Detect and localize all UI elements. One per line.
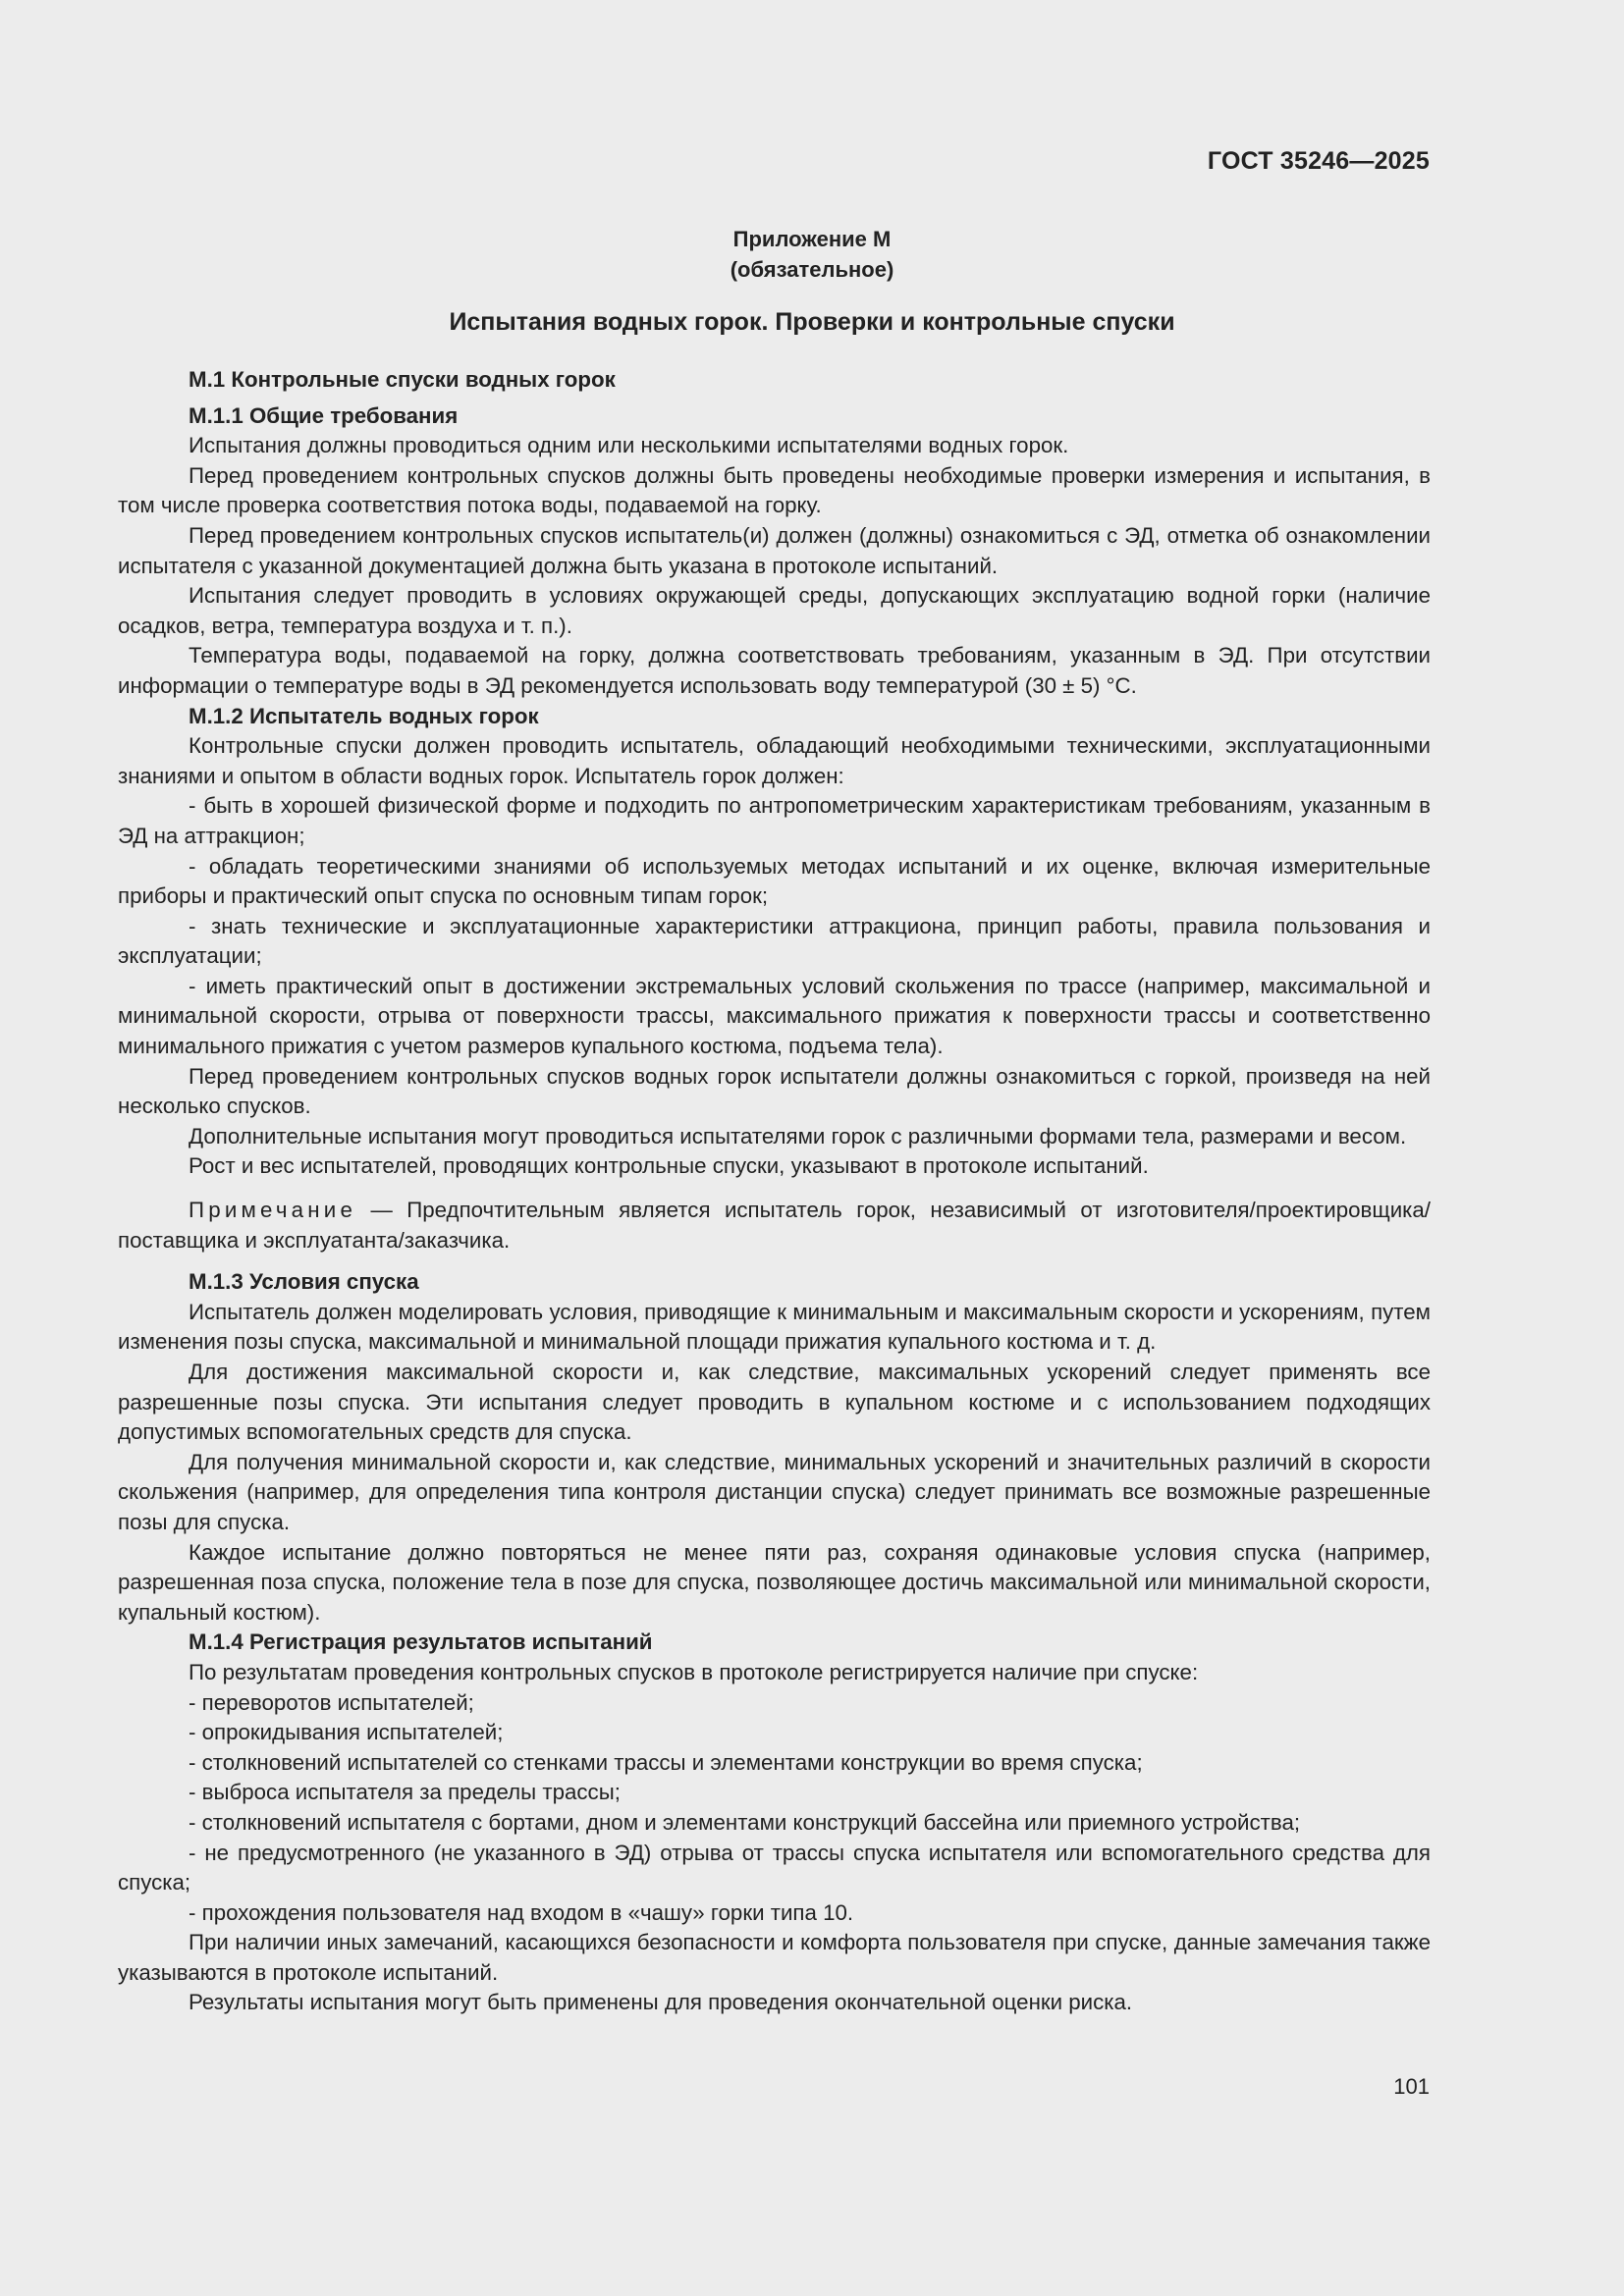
paragraph: Дополнительные испытания могут проводиться испытателями горок с различными формами тела, размерами и весом. bbox=[189, 1123, 1407, 1148]
section-heading-m1-2: М.1.2 Испытатель водных горок bbox=[189, 703, 539, 728]
section-heading-m1-1: М.1.1 Общие требования bbox=[189, 402, 459, 428]
paragraph: Для достижения максимальной скорости и, как следствие, максимальных ускорений следует применять все разрешенные позы спуска. Эти испытания следует проводить в купальном костюме и с использованием подходящих допустимых вспомогательных средств для спуска. bbox=[118, 1360, 1431, 1445]
section-heading-m1-3: М.1.3 Условия спуска bbox=[189, 1269, 419, 1295]
section-heading-m1: М.1 Контрольные спуски водных горок bbox=[189, 367, 616, 392]
list-item: - выброса испытателя за пределы трассы; bbox=[189, 1780, 621, 1805]
list-item: - опрокидывания испытателей; bbox=[189, 1720, 504, 1745]
document-body bbox=[118, 365, 1431, 2018]
list-item: - быть в хорошей физической форме и подходить по антропометрическим характеристикам требованиям, указанным в ЭД на аттракцион; bbox=[118, 793, 1431, 848]
list-item: - не предусмотренного (не указанного в ЭД) отрыва от трассы спуска испытателя или вспомогательного средства для спуска; bbox=[118, 1840, 1431, 1896]
page-number: 101 bbox=[1393, 2074, 1430, 2099]
paragraph: По результатам проведения контрольных спусков в протоколе регистрируется наличие при спуске: bbox=[189, 1659, 1199, 1684]
appendix-label: Приложение М bbox=[732, 227, 892, 251]
list-item: - прохождения пользователя над входом в «чашу» горки типа 10. bbox=[189, 1899, 854, 1925]
paragraph: Рост и вес испытателей, проводящих контрольные спуски, указывают в протоколе испытаний. bbox=[189, 1153, 1149, 1179]
paragraph: Испытания должны проводиться одним или несколькими испытателями водных горок. bbox=[189, 433, 1069, 458]
appendix-header bbox=[0, 224, 1624, 285]
paragraph: Каждое испытание должно повторяться не менее пяти раз, сохраняя одинаковые условия спуска (например, разрешенная поза спуска, положение тела в позе для спуска, позволяющее достичь максимальной или минимальной скорости, купальный костюм). bbox=[118, 1539, 1431, 1625]
list-item: - столкновений испытателей со стенками трассы и элементами конструкции во время спуска; bbox=[189, 1749, 1143, 1775]
list-item: - обладать теоретическими знаниями об используемых методах испытаний и их оценке, включая измерительные приборы и практический опыт спуска по основным типам горок; bbox=[118, 853, 1431, 909]
paragraph: Перед проведением контрольных спусков испытатель(и) должен (должны) ознакомиться с ЭД, отметка об ознакомлении испытателя с указанной документацией должна быть указана в протоколе испытаний. bbox=[118, 522, 1431, 578]
paragraph: При наличии иных замечаний, касающихся безопасности и комфорта пользователя при спуске, данные замечания также указываются в протоколе испытаний. bbox=[118, 1930, 1431, 1985]
paragraph: Перед проведением контрольных спусков должны быть проведены необходимые проверки измерения и испытания, в том числе проверка соответствия потока воды, подаваемой на горку. bbox=[118, 462, 1431, 518]
document-code: ГОСТ 35246—2025 bbox=[1207, 147, 1430, 175]
list-item: - переворотов испытателей; bbox=[189, 1689, 474, 1715]
paragraph: Испытания следует проводить в условиях окружающей среды, допускающих эксплуатацию водной горки (наличие осадков, ветра, температура воздуха и т. п.). bbox=[118, 583, 1431, 638]
paragraph: Для получения минимальной скорости и, как следствие, минимальных ускорений и значительных различий в скорости скольжения (например, для определения типа контроля дистанции спуска) следует принимать все возможные разрешенные позы для спуска. bbox=[118, 1449, 1431, 1534]
note-text: — Предпочтительным является испытатель горок, независимый от изготовителя/проектировщика/поставщика и эксплуатанта/заказчика. bbox=[118, 1198, 1431, 1253]
note-label: Примечание bbox=[189, 1198, 357, 1223]
list-item: - знать технические и эксплуатационные характеристики аттракциона, принцип работы, правила пользования и эксплуатации; bbox=[118, 913, 1431, 969]
list-item: - столкновений испытателя с бортами, дном и элементами конструкций бассейна или приемного устройства; bbox=[189, 1809, 1301, 1835]
appendix-status: (обязательное) bbox=[730, 257, 894, 282]
paragraph: Результаты испытания могут быть применены для проведения окончательной оценки риска. bbox=[189, 1990, 1133, 2015]
paragraph: Контрольные спуски должен проводить испытатель, обладающий необходимыми техническими, эксплуатационными знаниями и опытом в области водных горок. Испытатель горок должен: bbox=[118, 733, 1431, 788]
appendix-title: Испытания водных горок. Проверки и контрольные спуски bbox=[449, 308, 1175, 336]
paragraph: Перед проведением контрольных спусков водных горок испытатели должны ознакомиться с горкой, произведя на ней несколько спусков. bbox=[118, 1063, 1431, 1119]
note bbox=[118, 1196, 1431, 1255]
list-item: - иметь практический опыт в достижении экстремальных условий скольжения по трассе (например, максимальной и минимальной скорости, отрыва от поверхности трассы, максимального прижатия к поверхности трассы и соответственно минимального прижатия с учетом размеров купального костюма, подъема тела). bbox=[118, 973, 1431, 1059]
paragraph: Температура воды, подаваемой на горку, должна соответствовать требованиям, указанным в ЭД. При отсутствии информации о температуре воды в ЭД рекомендуется использовать воду температурой (30 ± 5) °C. bbox=[118, 643, 1431, 698]
section-heading-m1-4: М.1.4 Регистрация результатов испытаний bbox=[189, 1629, 653, 1655]
paragraph: Испытатель должен моделировать условия, приводящие к минимальным и максимальным скорости и ускорениям, путем изменения позы спуска, максимальной и минимальной площади прижатия купального костюма и т. д. bbox=[118, 1299, 1431, 1355]
